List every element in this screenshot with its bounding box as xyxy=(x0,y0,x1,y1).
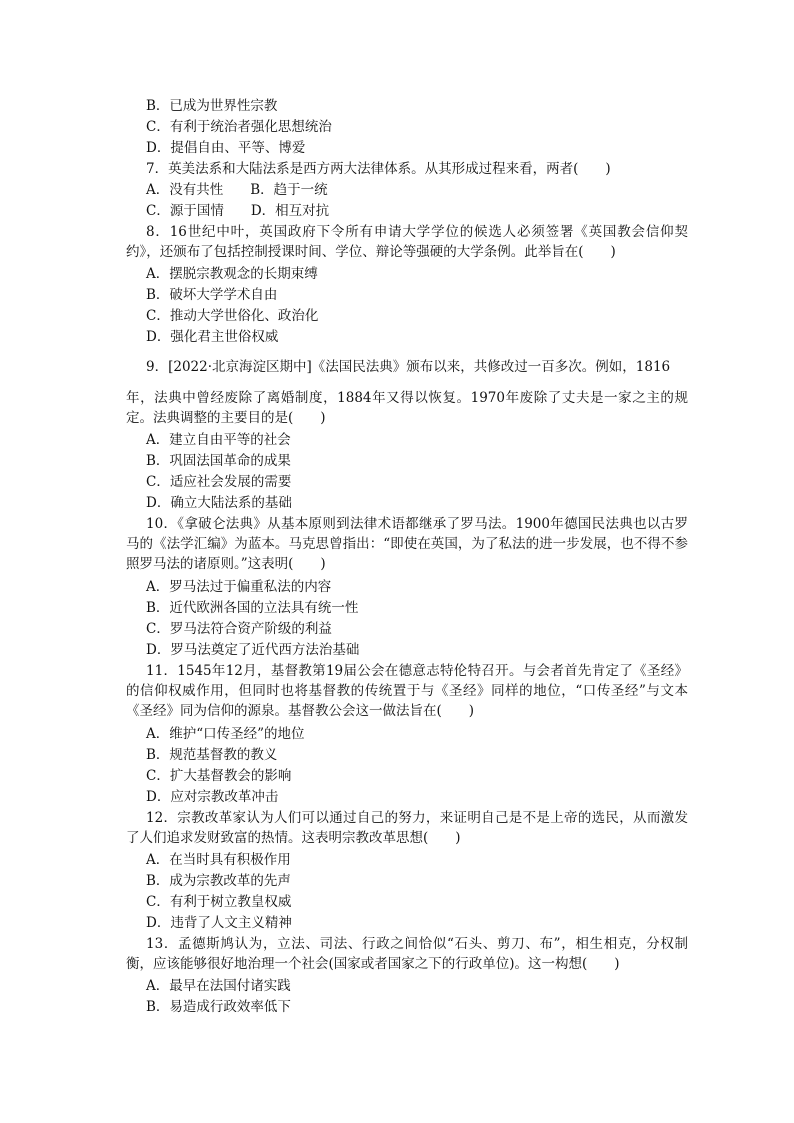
option-10c: C．罗马法符合资产阶级的利益 xyxy=(146,621,332,637)
option-11d: D．应对宗教改革冲击 xyxy=(146,789,279,805)
option-8a: A．摆脱宗教观念的长期束缚 xyxy=(146,266,318,282)
option-7-cd: C．源于国情 D．相互对抗 xyxy=(146,203,330,219)
option-12c: C．有利于树立教皇权威 xyxy=(146,894,292,910)
option-8b: B．破坏大学学术自由 xyxy=(146,287,278,303)
option-8d: D．强化君主世俗权威 xyxy=(146,329,279,345)
question-8-stem: 8．16世纪中叶，英国政府下令所有申请大学学位的候选人必须签署《英国教会信仰契约》，还颁布了包括控制授课时间、学位、辩论等强硬的大学条例。此举旨在( ) xyxy=(126,224,688,260)
option-9b: B．巩固法国革命的成果 xyxy=(146,453,291,469)
option-13a: A．最早在法国付诸实践 xyxy=(146,978,291,994)
question-10-stem: 10．《拿破仑法典》从基本原则到法律术语都继承了罗马法。1900年德国民法典也以古罗马的《法学汇编》为蓝本。马克思曾指出：“即使在英国，为了私法的进一步发展，也不得不参照罗马法的诸原则。”这表明( ) xyxy=(126,516,688,572)
option-12b: B．成为宗教改革的先声 xyxy=(146,873,291,889)
option-11b: B．规范基督教的教义 xyxy=(146,747,278,763)
option-10d: D．罗马法奠定了近代西方法治基础 xyxy=(146,642,360,658)
option-6d: D．提倡自由、平等、博爱 xyxy=(146,140,306,156)
option-8c: C．推动大学世俗化、政治化 xyxy=(146,308,319,324)
question-9-stem-line1: 9．[2022·北京海淀区期中]《法国民法典》颁布以来，共修改过一百多次。例如，1816 xyxy=(146,359,671,375)
option-12d: D．违背了人文主义精神 xyxy=(146,915,292,931)
question-9-stem-line2: 年，法典中曾经废除了离婚制度，1884年又得以恢复。1970年废除了丈夫是一家之主的规定。法典调整的主要目的是( ) xyxy=(126,390,688,426)
question-13-stem: 13．孟德斯鸠认为，立法、司法、行政之间恰似“石头、剪刀、布”，相生相克，分权制衡，应该能够很好地治理一个社会(国家或者国家之下的行政单位)。这一构想( ) xyxy=(126,936,688,972)
option-11c: C．扩大基督教会的影响 xyxy=(146,768,292,784)
option-7-ab: A．没有共性 B．趋于一统 xyxy=(146,182,328,198)
option-9c: C．适应社会发展的需要 xyxy=(146,474,292,490)
option-6c: C．有利于统治者强化思想统治 xyxy=(146,119,332,135)
option-10a: A．罗马法过于偏重私法的内容 xyxy=(146,579,332,595)
option-9a: A．建立自由平等的社会 xyxy=(146,432,291,448)
question-7-stem: 7．英美法系和大陆法系是西方两大法律体系。从其形成过程来看，两者( ) xyxy=(146,161,611,177)
option-6b: B．已成为世界性宗教 xyxy=(146,98,278,114)
option-12a: A．在当时具有积极作用 xyxy=(146,852,291,868)
option-13b: B．易造成行政效率低下 xyxy=(146,999,291,1015)
option-10b: B．近代欧洲各国的立法具有统一性 xyxy=(146,600,359,616)
question-11-stem: 11．1545年12月，基督教第19届公会在德意志特伦特召开。与会者首先肯定了《圣经》的信仰权威作用，但同时也将基督教的传统置于与《圣经》同样的地位，“口传圣经”与文本《圣经》同为信仰的源泉。基督教公会这一做法旨在( ) xyxy=(126,663,688,719)
option-9d: D．确立大陆法系的基础 xyxy=(146,495,292,511)
question-12-stem: 12．宗教改革家认为人们可以通过自己的努力，来证明自己是不是上帝的选民，从而激发了人们追求发财致富的热情。这表明宗教改革思想( ) xyxy=(126,810,688,846)
option-11a: A．维护“口传圣经”的地位 xyxy=(146,726,305,742)
